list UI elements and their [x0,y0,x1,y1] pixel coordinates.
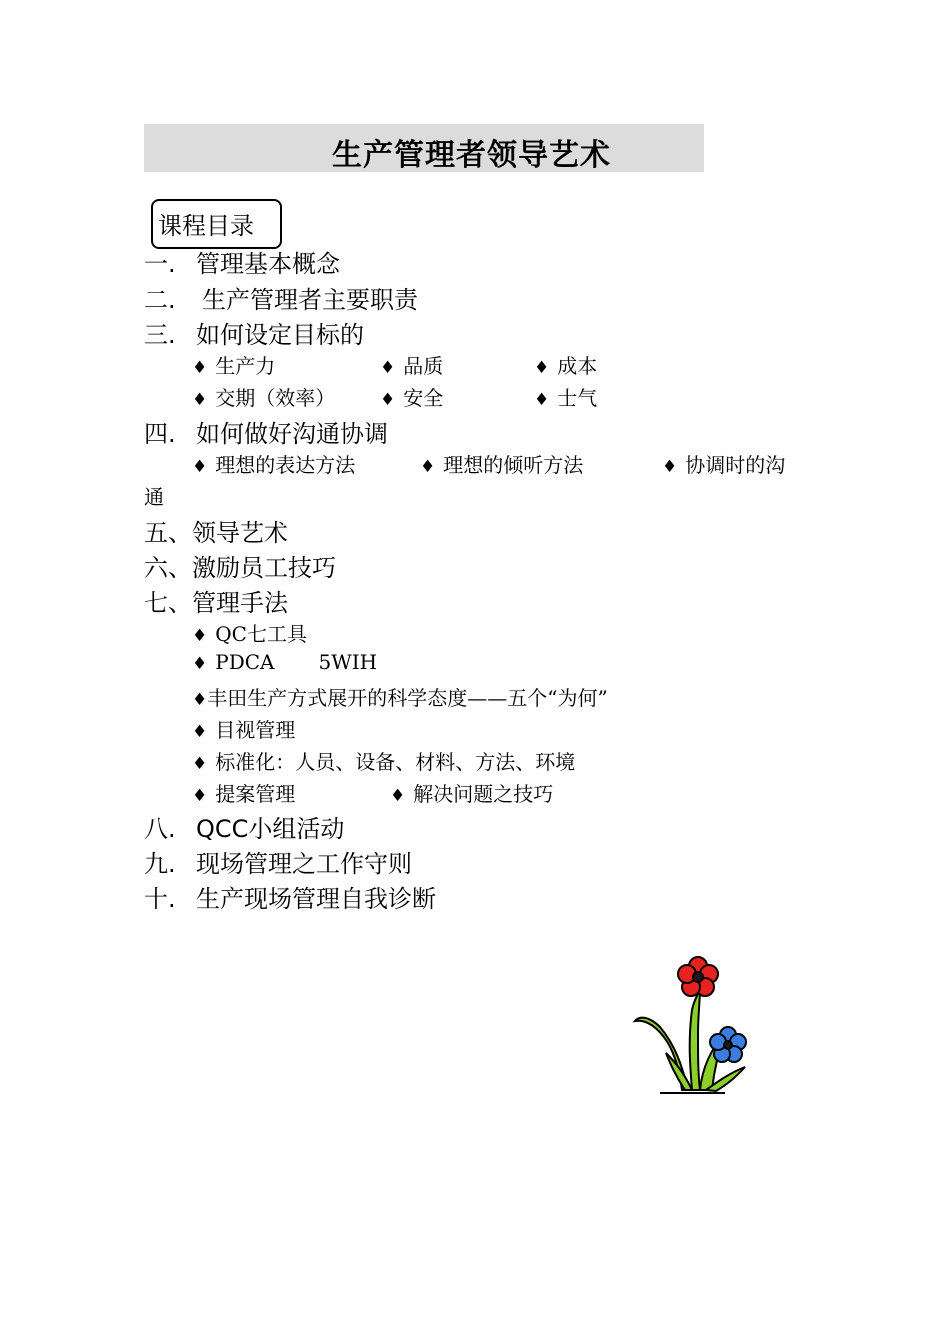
bullet-item: ♦ 标准化：人员、设备、材料、方法、环境 [192,750,576,774]
section-title: 如何做好沟通协调 [196,420,388,448]
bullet-item: ♦丰田生产方式展开的科学态度——五个“为何” [192,686,608,710]
bullet-item: ♦ 提案管理 [192,782,296,806]
section-4 [144,414,388,449]
bullet-item: ♦ 生产力 [192,354,276,378]
section-3 [144,315,364,350]
bullet-item: ♦ PDCA 5WIH [192,650,378,674]
section-number: 四. [144,420,176,448]
toc-label: 课程目录 [158,212,254,240]
diamond-bullet-icon: ♦ [192,358,208,378]
section-title: 如何设定目标的 [196,321,364,349]
bullet-item: ♦ 协调时的沟 [662,453,786,477]
section-title: 激励员工技巧 [192,554,336,582]
section-6 [144,548,336,583]
bullet-item: ♦ 解决问题之技巧 [390,782,554,806]
diamond-bullet-icon: ♦ [192,390,208,410]
diamond-bullet-icon: ♦ [192,722,208,742]
section-title: 生产管理者主要职责 [202,286,418,314]
diamond-bullet-icon: ♦ [192,690,208,710]
diamond-bullet-icon: ♦ [192,754,208,774]
section-number: 十. [144,885,176,913]
bullet-item: ♦ 士气 [534,386,598,410]
page-title: 生产管理者领导艺术 [332,138,611,173]
section-title: QCC小组活动 [196,815,345,843]
diamond-bullet-icon: ♦ [192,786,208,806]
diamond-bullet-icon: ♦ [390,786,406,806]
section-7 [144,583,288,618]
diamond-bullet-icon: ♦ [192,457,208,477]
bullet-item: ♦ 目视管理 [192,718,296,742]
diamond-bullet-icon: ♦ [380,390,396,410]
bullet-item: ♦ QC七工具 [192,622,307,646]
section-number: 三. [144,321,176,349]
bullet-item-wrap: 通 [144,485,164,509]
flower-clipart-icon [630,955,755,1097]
section-title: 管理手法 [192,589,288,617]
section-title: 管理基本概念 [196,250,340,278]
section-10 [144,879,436,914]
bullet-item: ♦ 成本 [534,354,598,378]
section-5 [144,513,288,548]
section-number: 五、 [144,519,192,547]
bullet-item: ♦ 理想的表达方法 [192,453,356,477]
bullet-item: ♦ 品质 [380,354,444,378]
bullet-item: ♦ 安全 [380,386,444,410]
diamond-bullet-icon: ♦ [534,358,550,378]
diamond-bullet-icon: ♦ [662,457,678,477]
diamond-bullet-icon: ♦ [192,654,208,674]
diamond-bullet-icon: ♦ [534,390,550,410]
section-1 [144,244,340,279]
section-title: 现场管理之工作守则 [196,850,412,878]
diamond-bullet-icon: ♦ [192,626,208,646]
diamond-bullet-icon: ♦ [380,358,396,378]
diamond-bullet-icon: ♦ [420,457,436,477]
section-number: 二. [144,286,176,314]
section-number: 八. [144,815,176,843]
bullet-item: ♦ 理想的倾听方法 [420,453,584,477]
section-title: 生产现场管理自我诊断 [196,885,436,913]
section-8 [144,809,344,844]
section-number: 一. [144,250,176,278]
bullet-item: ♦ 交期（效率） [192,386,336,410]
section-number: 九. [144,850,176,878]
section-number: 七、 [144,589,192,617]
section-9 [144,844,412,879]
section-2 [144,280,418,315]
section-title: 领导艺术 [192,519,288,547]
section-number: 六、 [144,554,192,582]
